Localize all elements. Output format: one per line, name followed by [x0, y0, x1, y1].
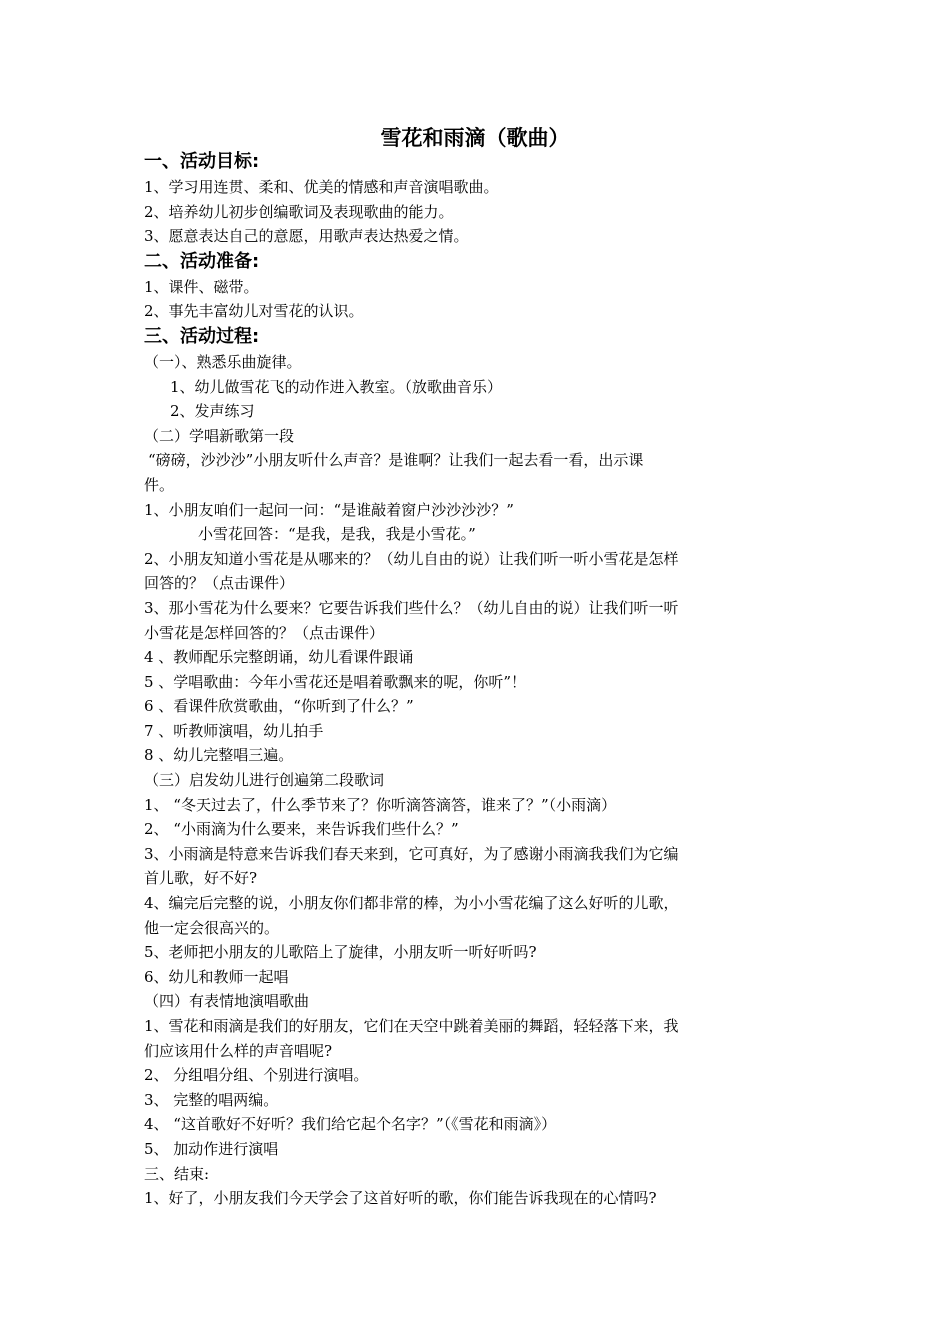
process-line: 他一定会很高兴的。 — [144, 918, 280, 937]
process-line: 1、雪花和雨滴是我们的好朋友，它们在天空中跳着美丽的舞蹈，轻轻落下来，我 — [144, 1017, 679, 1035]
process-line: 2、发声练习 — [170, 402, 255, 421]
goal-item: 2、培养幼儿初步创编歌词及表现歌曲的能力。 — [144, 202, 454, 221]
process-line: 8 、幼儿完整唱三遍。 — [144, 746, 294, 765]
subsection-heading: （一）、熟悉乐曲旋律。 — [144, 352, 302, 371]
process-line: 4、编完后完整的说，小朋友你们都非常的棒，为小小雪花编了这么好听的儿歌， — [144, 894, 679, 913]
process-line: 3、小雨滴是特意来告诉我们春天来到，它可真好，为了感谢小雨滴我我们为它编 — [144, 844, 679, 863]
section-heading-goals: 一、活动目标: — [144, 151, 260, 172]
process-line: 2、小朋友知道小雪花是从哪来的？（幼儿自由的说）让我们听一听小雪花是怎样 — [144, 549, 679, 568]
process-line: 1、幼儿做雪花飞的动作进入教室。（放歌曲音乐） — [170, 377, 503, 396]
prep-item: 2、事先丰富幼儿对雪花的认识。 — [144, 302, 364, 321]
process-line: 小雪花回答：“是我，是我，我是小雪花。” — [198, 525, 476, 544]
process-line: “磅磅，沙沙沙”小朋友听什么声音？是谁啊？让我们一起去看一看，出示课 — [148, 451, 644, 470]
process-line: 1、小朋友咱们一起问一问：“是谁敲着窗户沙沙沙沙？” — [144, 500, 514, 519]
goal-item: 1、学习用连贯、柔和、优美的情感和声音演唱歌曲。 — [144, 178, 499, 196]
process-line: 回答的？（点击课件） — [144, 574, 295, 593]
page-title: 雪花和雨滴（歌曲） — [380, 126, 570, 150]
process-line: 小雪花是怎样回答的？（点击课件） — [144, 623, 385, 642]
process-line: 6 、看课件欣赏歌曲，“你听到了什么？” — [144, 697, 414, 716]
subsection-heading: （三）启发幼儿进行创遍第二段歌词 — [144, 771, 385, 790]
process-line: 7 、听教师演唱，幼儿拍手 — [144, 721, 324, 740]
process-line: 1、 “冬天过去了，什么季节来了？你听滴答滴答，谁来了？”（小雨滴） — [144, 795, 617, 814]
process-line: 3、 完整的唱两编。 — [144, 1090, 279, 1109]
process-line: 5、老师把小朋友的儿歌陪上了旋律，小朋友听一听好听吗? — [144, 943, 537, 962]
process-line: 们应该用什么样的声音唱呢? — [144, 1041, 333, 1060]
process-line: 3、那小雪花为什么要来？它要告诉我们些什么？（幼儿自由的说）让我们听一听 — [144, 598, 679, 617]
subsection-heading: （二）学唱新歌第一段 — [144, 426, 295, 445]
process-line: 首儿歌，好不好? — [144, 869, 258, 888]
prep-item: 1、课件、磁带。 — [144, 277, 259, 296]
document-body — [144, 149, 824, 1211]
goal-item: 3、愿意表达自己的意愿，用歌声表达热爱之情。 — [144, 227, 469, 246]
process-line: 6、幼儿和教师一起唱 — [144, 967, 289, 986]
process-line: 2、 分组唱分组、个别进行演唱。 — [144, 1066, 369, 1085]
section-heading-preparation: 二、活动准备: — [144, 250, 260, 272]
subsection-heading: （四）有表情地演唱歌曲 — [144, 992, 310, 1011]
process-line: 4 、教师配乐完整朗诵，幼儿看课件跟诵 — [144, 648, 414, 667]
process-line: 1、好了，小朋友我们今天学会了这首好听的歌，你们能告诉我现在的心情吗? — [144, 1189, 657, 1208]
process-line: 4、 “这首歌好不好听？我们给它起个名字？”（《雪花和雨滴》） — [144, 1115, 557, 1134]
process-line: 5、 加动作进行演唱 — [144, 1139, 279, 1158]
process-line: 件。 — [144, 475, 175, 494]
process-line: 5 、学唱歌曲：今年小雪花还是唱着歌飘来的呢，你听”！ — [144, 672, 526, 691]
section-heading-process: 三、活动过程: — [144, 325, 260, 347]
process-line: 2、 “小雨滴为什么要来，来告诉我们些什么？” — [144, 820, 459, 839]
subsection-heading: 三、结束: — [144, 1164, 210, 1183]
